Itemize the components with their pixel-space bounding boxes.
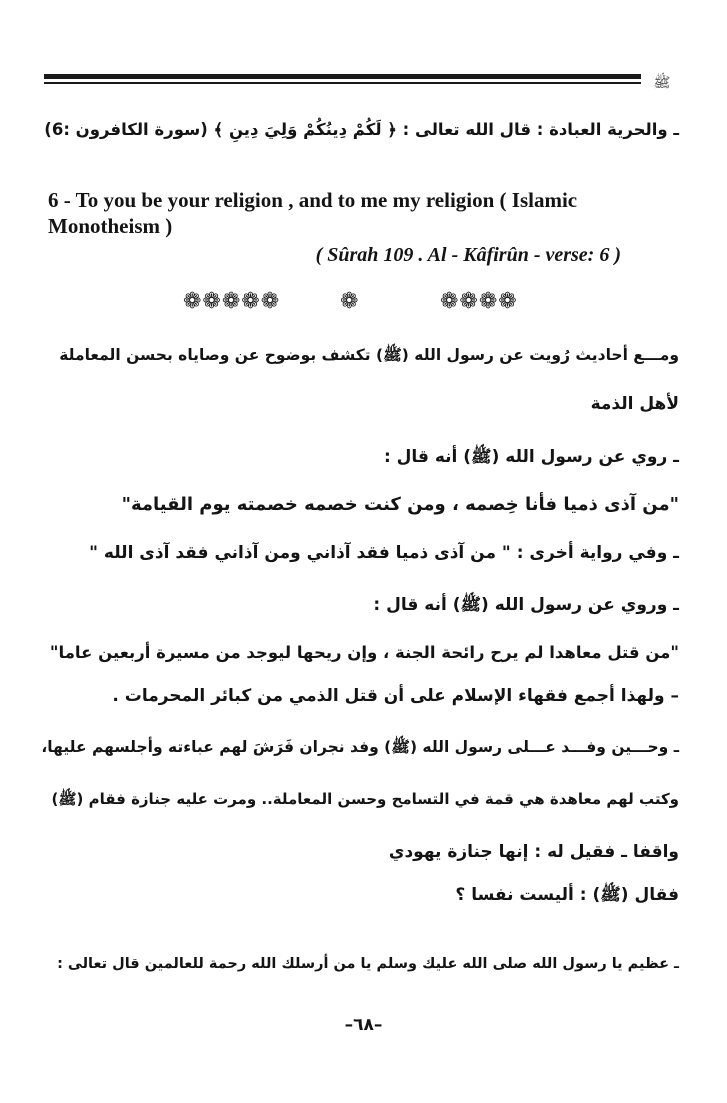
- paragraph-line: ـ وفي رواية أخرى : " من آذى ذميا فقد آذاني ومن آذاني فقد آذى الله ": [89, 543, 679, 563]
- paragraph-line: واقفا ـ فقيل له : إنها جنازة يهودي: [388, 842, 679, 862]
- paragraph-line: وكتب لهم معاهدة هي قمة في التسامح وحسن المعاملة.. ومرت عليه جنازة فقام (ﷺ): [51, 790, 679, 808]
- ornament-right: ❁❁❁❁❁: [183, 289, 281, 314]
- ornament-middle: ❁: [340, 289, 360, 314]
- paragraph-line: – ولهذا أجمع فقهاء الإسلام على أن قتل الذمي من كبائر المحرمات .: [112, 686, 679, 706]
- header-rule-thick: [44, 74, 641, 79]
- paragraph-line: ـ روي عن رسول الله (ﷺ) أنه قال :: [383, 447, 679, 467]
- header-seal: ﷺ: [653, 75, 671, 91]
- verse-line: ـ والحرية العبادة : قال الله تعالى : ﴿ لَكُمْ دِينُكُمْ وَلِيَ دِينِ ﴾ (سورة الكافرون :6): [44, 120, 679, 139]
- paragraph-line: ـ عظيم يا رسول الله صلى الله عليك وسلم يا من أرسلك الله رحمة للعالمين قال تعالى :: [57, 956, 679, 972]
- ornament-left: ❁❁❁❁: [440, 289, 518, 314]
- translation-source: ( Sûrah 109 . Al - Kâfirûn - verse: 6 ): [315, 244, 621, 266]
- paragraph-line: ـ وروي عن رسول الله (ﷺ) أنه قال :: [373, 595, 679, 615]
- paragraph-line: لأهل الذمة: [590, 394, 679, 414]
- hadith-quote: "من قتل معاهدا لم يرح رائحة الجنة ، وإن ريحها ليوجد من مسيرة أربعين عاما": [49, 643, 679, 662]
- translation-text: 6 - To you be your religion , and to me my religion ( Islamic Monotheism ): [48, 188, 578, 238]
- header-rule-thin: [44, 82, 641, 84]
- page-number: –٦٨–: [344, 1015, 383, 1035]
- paragraph-line: ومـــع أحاديث رُويت عن رسول الله (ﷺ) تكشف بوضوح عن وصاياه بحسن المعاملة: [59, 346, 679, 364]
- hadith-quote: "من آذى ذميا فأنا خِصمه ، ومن كنت خصمه خصمته يوم القيامة": [121, 494, 679, 515]
- paragraph-line: ـ وحـــين وفـــد عـــلى رسول الله (ﷺ) وفد نجران فَرَشَ لهم عباءته وأجلسهم عليها،: [41, 738, 679, 756]
- paragraph-line: فقال (ﷺ) : أليست نفسا ؟: [455, 885, 679, 905]
